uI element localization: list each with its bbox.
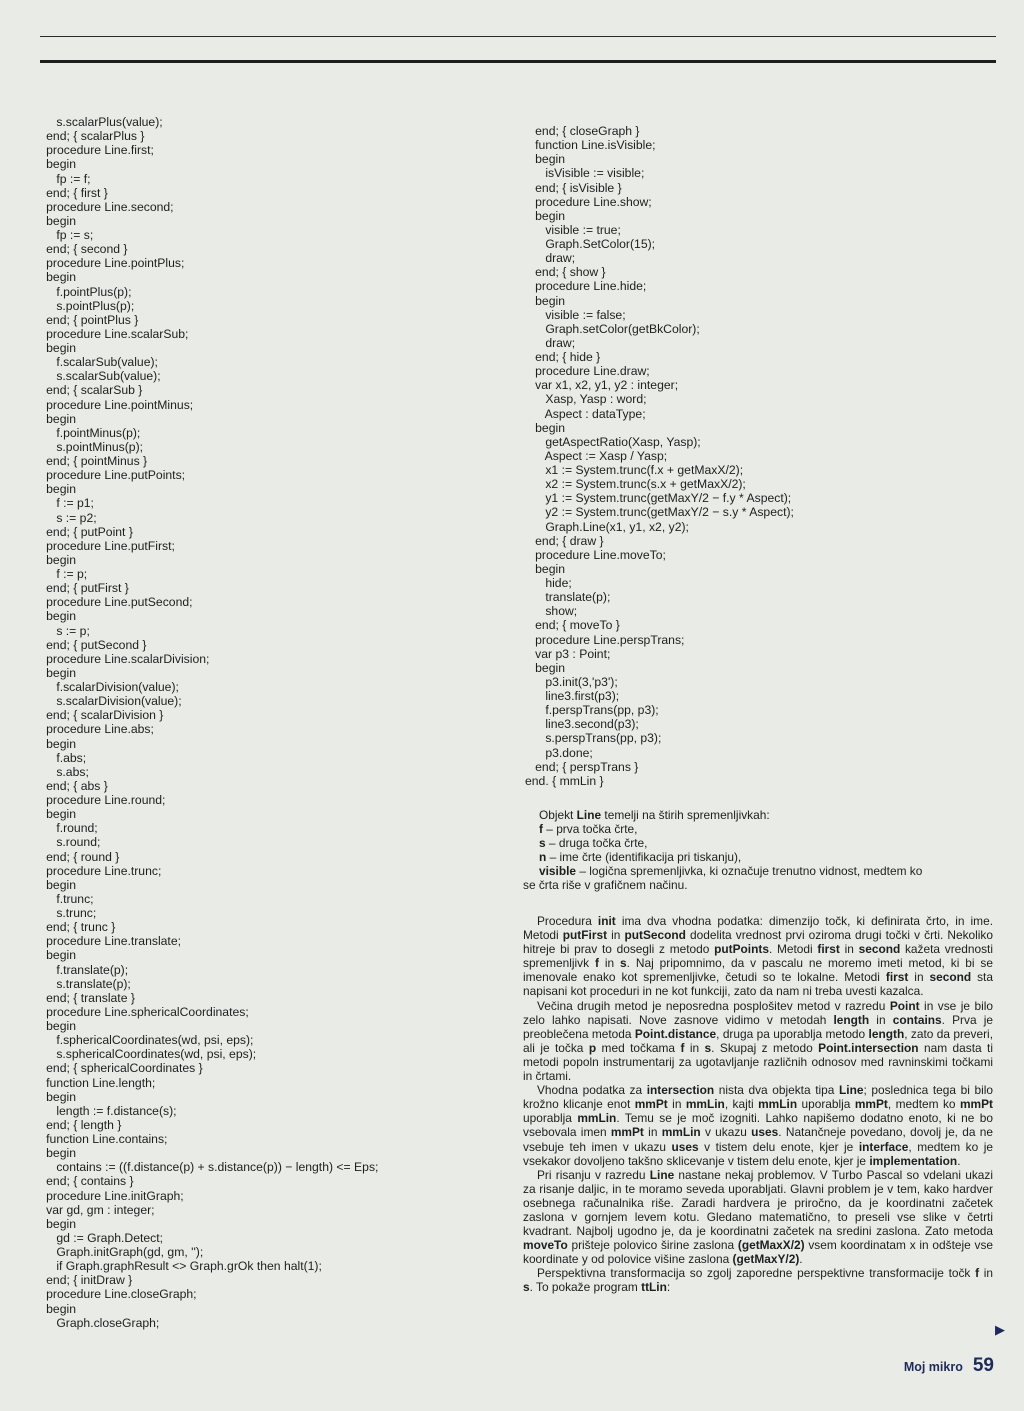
bold-term: putSecond: [624, 928, 686, 943]
code-right-line: function Line.isVisible;: [525, 138, 656, 153]
code-right-line: Xasp, Yasp : word;: [525, 392, 647, 407]
code-right-line: s.perspTrans(pp, p3);: [525, 731, 662, 746]
code-left-line: procedure Line.scalarDivision;: [36, 651, 210, 666]
var-item-n: n – ime črte (identifikacija pri tiskanju),: [539, 850, 742, 865]
code-left-line: procedure Line.round;: [36, 793, 166, 807]
code-left-line: end; { scalarDivision }: [36, 708, 164, 723]
code-right-line: p3.done;: [525, 745, 593, 760]
code-left-line: procedure Line.putFirst;: [36, 538, 175, 553]
code-left-line: end; { second }: [36, 242, 128, 257]
text-run: in: [667, 1097, 686, 1112]
code-left-line: end; { abs }: [36, 778, 108, 793]
code-right-line: procedure Line.show;: [525, 194, 652, 209]
bold-term: first: [817, 942, 840, 957]
code-left-line: f.abs;: [36, 750, 87, 765]
bold-term: p: [588, 1040, 597, 1055]
code-right-line: end; { show }: [525, 265, 606, 280]
code-left-line: end; { first }: [36, 185, 108, 200]
text-run: Perspektivna transformacija so zgolj zaporedne perspektivne transformacije točk: [537, 1266, 976, 1281]
code-left-line: gd := Graph.Detect;: [36, 1230, 164, 1245]
code-left-line: begin: [36, 877, 76, 892]
code-left-line: s.scalarDivision(value);: [36, 694, 182, 709]
code-left-line: end; { initDraw }: [36, 1273, 133, 1288]
code-left-line: procedure Line.translate;: [36, 934, 181, 949]
code-right-line: f.perspTrans(pp, p3);: [525, 703, 659, 718]
code-right-line: p3.init(3,'p3');: [525, 674, 618, 689]
text-run: . Metodi: [768, 942, 818, 957]
bold-term: mmLin: [661, 1125, 701, 1140]
code-right-line: end; { hide }: [525, 350, 601, 364]
code-left-line: begin: [36, 1089, 76, 1104]
code-left-line: s.pointPlus(p);: [36, 298, 135, 313]
article-body: [523, 914, 993, 1295]
bold-term: mmPt: [854, 1097, 888, 1112]
code-left-line: begin: [36, 736, 76, 751]
code-left-line: s.pointMinus(p);: [36, 439, 144, 454]
text-run: nista dva objekta tipa: [714, 1083, 840, 1098]
bold-term: mmPt: [610, 1125, 644, 1140]
code-left-line: f := p1;: [36, 496, 94, 511]
code-left-line: procedure Line.sphericalCoordinates;: [36, 1004, 249, 1019]
text-run: Večina drugih metod je neposredna posplošitev metod v razredu: [537, 998, 890, 1013]
code-left-line: f.scalarSub(value);: [36, 355, 158, 370]
text-run: :: [666, 1280, 671, 1295]
code-left-line: f.trunc;: [36, 891, 94, 906]
bold-term: Line: [649, 1167, 675, 1182]
text-run: . Prva je preoblečena metoda: [523, 1012, 993, 1041]
text-run: Pri risanju v razredu: [537, 1167, 650, 1182]
code-left-line: end; { scalarPlus }: [36, 129, 145, 144]
code-left-line: procedure Line.putSecond;: [36, 595, 193, 610]
bold-term: mmLin: [577, 1111, 617, 1126]
code-right-line: Graph.Line(x1, y1, x2, y2);: [525, 519, 689, 534]
code-listing-left: [36, 115, 378, 1330]
code-left-line: end; { scalarSub }: [36, 383, 143, 398]
code-left-line: end; { putPoint }: [36, 524, 133, 539]
code-left-line: end; { length }: [36, 1117, 122, 1132]
code-left-line: procedure Line.scalarSub;: [36, 326, 189, 341]
code-left-line: s.scalarPlus(value);: [36, 115, 163, 129]
text-run: dodelita vrednost prvi oziroma drugi točki v črti. Nekoliko hitreje bi prav to dosegli z metodo: [523, 928, 993, 957]
text-run: , kajti: [724, 1097, 759, 1112]
bold-term: implementation: [869, 1153, 958, 1168]
code-left-line: Graph.closeGraph;: [36, 1315, 160, 1330]
text-run: . Natančneje povedano, dovolj je, da ne vsebuje teh imen v ukazu: [523, 1125, 993, 1154]
body-paragraph: [523, 1168, 993, 1267]
code-left-line: f.pointPlus(p);: [36, 284, 132, 299]
code-right-line: begin: [525, 561, 565, 576]
text-run: , zato da preveri, ali je točka: [523, 1026, 993, 1055]
code-right-line: procedure Line.hide;: [525, 279, 647, 294]
text-run: , druga pa uporablja metodo: [716, 1026, 869, 1041]
text-run: .: [799, 1252, 803, 1267]
text-run: uporablja: [797, 1097, 855, 1112]
code-right-line: end. { mmLin }: [525, 773, 604, 788]
code-left-line: end; { round }: [36, 849, 120, 864]
code-right-line: draw;: [525, 335, 576, 350]
code-left-line: begin: [36, 411, 76, 426]
code-right-line: draw;: [525, 251, 576, 266]
bold-term: interface: [858, 1139, 909, 1154]
bold-term: f: [680, 1040, 685, 1055]
code-right-line: end; { moveTo }: [525, 618, 620, 633]
bold-term: intersection: [646, 1083, 715, 1098]
code-left-line: begin: [36, 609, 76, 624]
bold-term: s: [704, 1040, 712, 1055]
body-paragraph: [523, 999, 993, 1084]
bold-term: (getMaxY/2): [732, 1252, 800, 1267]
code-right-line: translate(p);: [525, 590, 611, 605]
code-right-line: end; { perspTrans }: [525, 759, 639, 774]
code-left-line: fp := s;: [36, 228, 94, 242]
code-right-line: Graph.setColor(getBkColor);: [525, 321, 700, 336]
code-left-line: f.scalarDivision(value);: [36, 680, 179, 694]
bold-term: ttLin: [641, 1280, 667, 1295]
text-run: v ukazu: [700, 1125, 752, 1140]
code-right-line: begin: [525, 152, 565, 167]
text-run: , medtem ko je vsekakor dovoljeno takšno sklicevanje v tistem delu enote, kjer je: [523, 1139, 993, 1168]
code-left-line: begin: [36, 948, 76, 963]
bold-term: uses: [751, 1125, 779, 1140]
var-item-visible: visible – logična spremenljivka, ki označuje trenutno vidnost, medtem ko: [539, 864, 923, 879]
code-left-line: Graph.initGraph(gd, gm, '');: [36, 1245, 204, 1259]
text-run: .: [957, 1153, 961, 1168]
code-right-line: var x1, x2, y1, y2 : integer;: [525, 378, 679, 393]
bold-term: mmPt: [959, 1097, 993, 1112]
text-run: nastane nekaj problemov. V Turbo Pascal so vdelani ukazi za risanje daljic, in te moramo seveda uporabljati. Glavni problem je v tem, kako hardver osebnega računalnika riše. Zaradi hardvera je priročno, da je koordinatni začetek zaslona v gornjem levem kotu. Gledano matematično, to preseli vse slike v četrti kvadrant. Najbolj ugodno je, da je koordinatni začetek na sredini zaslona. Zato metoda: [523, 1167, 993, 1239]
code-left-line: end; { translate }: [36, 990, 135, 1005]
text-run: in: [979, 1266, 993, 1281]
code-left-line: length := f.distance(s);: [36, 1103, 177, 1118]
code-right-line: line3.second(p3);: [525, 717, 639, 732]
code-right-line: end; { draw }: [525, 533, 604, 548]
code-left-line: procedure Line.initGraph;: [36, 1188, 184, 1203]
code-right-line: Aspect : dataType;: [525, 406, 646, 421]
code-left-line: s.scalarSub(value);: [36, 369, 161, 384]
text-run: . Skupaj z metodo: [711, 1040, 819, 1055]
var-item-f: f – prva točka črte,: [539, 822, 638, 837]
code-right-line: procedure Line.moveTo;: [525, 547, 666, 562]
text-run: in: [598, 956, 621, 971]
code-left-line: begin: [36, 1146, 76, 1161]
code-left-line: s.trunc;: [36, 906, 97, 920]
bold-term: contains: [892, 1012, 942, 1027]
code-left-line: begin: [36, 552, 76, 567]
continue-arrow-icon: ▶: [995, 1322, 1005, 1337]
code-left-line: f.sphericalCoordinates(wd, psi, eps);: [36, 1033, 254, 1048]
bold-term: Line: [839, 1083, 864, 1098]
code-left-line: begin: [36, 157, 76, 172]
code-right-line: begin: [525, 420, 565, 435]
bold-term: (getMaxX/2): [737, 1238, 805, 1253]
code-left-line: procedure Line.pointPlus;: [36, 256, 185, 271]
text-run: ; poslednica tega bi bilo krožno klicanje enot: [523, 1083, 993, 1112]
code-right-line: hide;: [525, 576, 572, 590]
page-footer: [904, 1355, 994, 1377]
text-run: , medtem ko: [887, 1097, 960, 1112]
code-left-line: begin: [36, 665, 76, 680]
top-rule-thick: [40, 60, 996, 63]
text-run: v tistem delu enote, kjer je: [698, 1139, 859, 1154]
text-run: kažeta vrednosti spremenljivk: [523, 942, 993, 971]
bold-term: init: [597, 914, 616, 928]
code-right-line: begin: [525, 208, 565, 223]
code-left-line: f := p;: [36, 567, 88, 581]
text-run: med točkama: [596, 1040, 681, 1055]
code-left-line: function Line.contains;: [36, 1132, 168, 1146]
text-run: in: [607, 928, 625, 943]
text-run: Procedura: [537, 914, 598, 928]
code-left-line: procedure Line.trunc;: [36, 863, 162, 878]
bold-term: second: [929, 970, 972, 985]
code-right-line: x1 := System.trunc(f.x + getMaxX/2);: [525, 463, 744, 477]
bold-term: uses: [671, 1139, 699, 1154]
bold-term: Point.intersection: [818, 1040, 919, 1055]
code-left-line: s.abs;: [36, 764, 89, 779]
code-left-line: function Line.length;: [36, 1075, 156, 1090]
text-run: in: [684, 1040, 705, 1055]
code-left-line: begin: [36, 1216, 76, 1231]
code-listing-right: [525, 124, 794, 788]
bold-term: second: [858, 942, 901, 957]
code-left-line: end; { pointMinus }: [36, 454, 148, 468]
code-right-line: x2 := System.trunc(s.x + getMaxX/2);: [525, 477, 746, 492]
code-left-line: begin: [36, 482, 76, 497]
bold-term: putPoints: [714, 942, 769, 957]
code-left-line: procedure Line.first;: [36, 143, 154, 158]
bold-term: moveTo: [523, 1238, 568, 1253]
code-left-line: s := p2;: [36, 510, 97, 525]
code-left-line: s.round;: [36, 835, 101, 850]
code-right-line: procedure Line.draw;: [525, 364, 650, 379]
code-left-line: begin: [36, 807, 76, 822]
code-right-line: procedure Line.perspTrans;: [525, 632, 685, 647]
bold-term: length: [833, 1012, 870, 1027]
var-item-visible-tail: se črta riše v grafičnem načinu.: [523, 878, 688, 893]
code-left-line: fp := f;: [36, 171, 91, 186]
var-item-s: s – druga točka črte,: [539, 836, 648, 851]
bold-term: f: [975, 1266, 980, 1281]
code-left-line: s.translate(p);: [36, 976, 131, 991]
bold-term: mmLin: [685, 1097, 725, 1112]
code-left-line: begin: [36, 213, 76, 228]
code-left-line: begin: [36, 341, 76, 355]
code-left-line: end; { pointPlus }: [36, 312, 139, 327]
bold-term: putFirst: [562, 928, 608, 943]
code-left-line: end; { sphericalCoordinates }: [36, 1061, 203, 1076]
bold-term: mmPt: [634, 1097, 668, 1112]
body-paragraph: [523, 1266, 993, 1294]
text-run: nam dasta ti metodi popoln instrumentarij za ugotavljanje različnih odnosov med ravninskimi točkami in črtami.: [523, 1040, 994, 1084]
text-run: vsem koordinatam x in odšteje vse koordinate y od polovice višine zaslona: [523, 1238, 994, 1267]
code-left-line: procedure Line.second;: [36, 199, 174, 214]
code-right-line: y2 := System.trunc(getMaxY/2 − s.y * Aspect);: [525, 505, 794, 520]
code-left-line: begin: [36, 270, 76, 285]
text-run: . To pokaže program: [529, 1280, 642, 1295]
code-left-line: begin: [36, 1019, 76, 1033]
text-run: uporablja: [523, 1111, 578, 1126]
variables-description: [523, 808, 993, 893]
page-number: 59: [972, 1355, 994, 1376]
intro-lead: Objekt Line temelji na štirih spremenljivkah:: [539, 808, 770, 822]
text-run: in vse je bilo zelo lahko napisati. Nove zasnove vidimo v metodah: [523, 998, 993, 1027]
text-run: Vhodna podatka za: [537, 1083, 647, 1098]
code-left-line: end; { putFirst }: [36, 581, 129, 596]
code-right-line: Graph.SetColor(15);: [525, 237, 656, 251]
code-right-line: Aspect := Xasp / Yasp;: [525, 448, 668, 463]
code-left-line: procedure Line.pointMinus;: [36, 397, 194, 412]
bold-term: Point.distance: [634, 1026, 717, 1041]
code-left-line: f.translate(p);: [36, 962, 129, 977]
body-paragraph: [523, 914, 993, 999]
code-left-line: procedure Line.putPoints;: [36, 468, 186, 483]
text-run: prišteje polovico širine zaslona: [567, 1238, 738, 1253]
code-right-line: isVisible := visible;: [525, 166, 645, 181]
bold-term: first: [885, 970, 909, 985]
code-right-line: var p3 : Point;: [525, 646, 611, 661]
code-left-line: if Graph.graphResult <> Graph.grOk then halt(1);: [36, 1259, 322, 1274]
text-run: ima dva vhodna podatka: dimenzijo točk, ki definirata črto, in ime. Metodi: [523, 914, 993, 943]
bold-term: mmLin: [758, 1097, 798, 1112]
code-right-line: y1 := System.trunc(getMaxY/2 − f.y * Aspect);: [525, 491, 792, 506]
magazine-name: Moj mikro: [903, 1360, 963, 1374]
bold-term: length: [868, 1026, 905, 1041]
code-left-line: end; { contains }: [36, 1174, 134, 1189]
bold-term: s: [620, 956, 627, 971]
code-right-line: end; { isVisible }: [525, 180, 622, 195]
text-run: in: [643, 1125, 662, 1140]
code-left-line: end; { trunc }: [36, 920, 116, 935]
bold-term: s: [523, 1280, 530, 1295]
body-paragraph: [523, 1083, 993, 1168]
code-right-line: end; { closeGraph }: [525, 124, 640, 138]
code-left-line: procedure Line.closeGraph;: [36, 1287, 197, 1302]
code-right-line: begin: [525, 293, 565, 308]
code-right-line: getAspectRatio(Xasp, Yasp);: [525, 434, 701, 449]
code-left-line: begin: [36, 1301, 76, 1316]
text-run: in: [839, 942, 859, 957]
code-left-line: s.sphericalCoordinates(wd, psi, eps);: [36, 1047, 257, 1062]
code-right-line: visible := false;: [525, 307, 626, 322]
code-right-line: line3.first(p3);: [525, 689, 620, 703]
code-right-line: begin: [525, 660, 565, 675]
text-run: sta napisani kot proceduri in ne kot funkciji, zato da nam ni treba uvesti kazalca.: [523, 970, 993, 999]
text-run: . Naj pripomnimo, da v pascalu ne moremo imeti metod, ki bi se imenovale enako kot spremenljivke, četudi so te lokalne. Metodi: [523, 956, 993, 985]
text-run: in: [869, 1012, 893, 1027]
code-right-line: visible := true;: [525, 222, 621, 237]
code-right-line: show;: [525, 604, 578, 619]
code-left-line: procedure Line.abs;: [36, 722, 154, 737]
code-left-line: f.pointMinus(p);: [36, 425, 141, 440]
code-left-line: s := p;: [36, 623, 90, 638]
code-left-line: var gd, gm : integer;: [36, 1202, 155, 1217]
bold-term: Point: [889, 998, 920, 1013]
code-left-line: f.round;: [36, 821, 98, 836]
bold-term: f: [595, 956, 599, 971]
code-left-line: contains := ((f.distance(p) + s.distance(p)) − length) <= Eps;: [36, 1160, 379, 1175]
code-left-line: end; { putSecond }: [36, 637, 147, 652]
text-run: in: [908, 970, 930, 985]
text-run: . Temu se je moč izogniti. Lahko napišemo dodatno enoto, ki ne bo vsebovala imen: [523, 1111, 993, 1140]
top-rule-thin: [40, 36, 996, 37]
